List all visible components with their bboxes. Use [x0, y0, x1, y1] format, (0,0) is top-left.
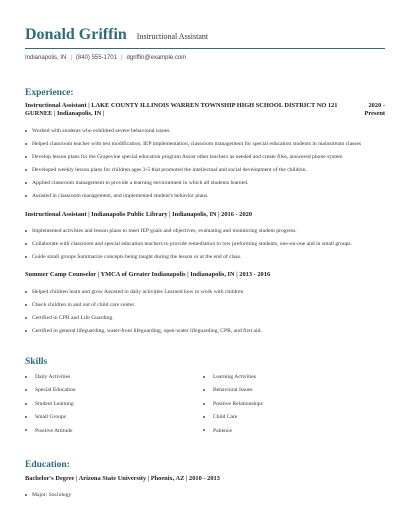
contact-email: dgriffin@example.com	[126, 55, 187, 61]
list-item: Helped classroom teacher with test modification, IEP implementation, classroom management for special education students in mainstream classes	[25, 141, 385, 154]
list-item: Check children in and out of child care center.	[25, 302, 385, 315]
job-bullets	[25, 289, 385, 341]
job-bullets	[25, 128, 385, 206]
skill-item: Small Groups	[25, 414, 195, 427]
degree-title: Bachelor's Degree | Arizona State University | Phoenix, AZ | 2010 - 2013	[25, 475, 220, 482]
education-heading: Education:	[25, 460, 70, 470]
skill-item: Behavioral Issues	[203, 387, 383, 400]
candidate-title: Instructional Assistant	[136, 32, 209, 41]
skill-item: Student Learning	[25, 401, 195, 414]
list-item: Developed weekly lesson plans for children ages 3-5 that promoted the intellectual and social development of the children.	[25, 167, 385, 180]
list-item: Major: Sociology	[25, 492, 385, 505]
list-item: Guide small groups Summarize concepts being taught during the lesson or at the end of class.	[25, 254, 385, 267]
contact-separator: |	[70, 55, 72, 61]
job-title: Summer Camp Counselor | YMCA of Greater Indianapolis | Indianapolis, IN | 2013 - 2016	[25, 271, 271, 278]
list-item: Helped children learn and grow Assisted in daily activities Learned how to work with children	[25, 289, 385, 302]
job-header	[25, 211, 385, 219]
list-item: Certified in general lifeguarding, water-front lifeguarding, open-water lifeguarding, CPR, and first aid.	[25, 328, 385, 341]
job-title: Instructional Assistant | LAKE COUNTY ILLINOIS WARREN TOWNSHIP HIGH SCHOOL DISTRICT NO 121 GURNEE | Indianapolis, IN |	[25, 102, 338, 117]
skill-item: Patience	[203, 428, 383, 441]
experience-heading: Experience:	[25, 88, 74, 98]
contact-location: Indianapolis, IN	[25, 55, 67, 61]
contact-separator: |	[120, 55, 123, 61]
list-item: Implemented activities and lesson plans to meet IEP goals and objectives, evaluating and monitoring student progress.	[25, 228, 385, 241]
job-title: Instructional Assistant | Indianapolis Public Library | Indianapolis, IN | 2016 - 2020	[25, 211, 253, 218]
skills-list-right	[203, 374, 383, 441]
list-item: Certified in CPR and Life Guarding.	[25, 315, 385, 328]
skill-item: Daily Activities	[25, 374, 195, 387]
skills-heading: Skills	[25, 357, 48, 367]
resume-header	[25, 26, 385, 44]
job-date: 2020 - Present	[364, 102, 385, 117]
list-item: Develop lesson plans for the Grapevine special education program Assist other teachers as needed and create files, answered phone system	[25, 154, 385, 167]
contact-line	[25, 55, 186, 61]
skill-item: Child Care	[203, 414, 383, 427]
degree-line	[25, 475, 385, 483]
list-item: Assisted in classroom management, and implemented student's behavior plans.	[25, 193, 385, 206]
list-item: Collaborate with classroom and special education teachers to provide remediation to low preforming students, one-on-one and in small groups.	[25, 241, 385, 254]
list-item: Applied classroom management to provide a learning environment in which all students learned.	[25, 180, 385, 193]
job-bullets	[25, 228, 385, 267]
skill-item: Positive Relationships	[203, 401, 383, 414]
skill-item: Special Education	[25, 387, 195, 400]
skill-item: Positive Attitude	[25, 428, 195, 441]
skills-list-left	[25, 374, 195, 441]
skill-item: Learning Activities	[203, 374, 383, 387]
education-bullets	[25, 492, 385, 505]
job-header	[25, 271, 385, 279]
candidate-name: Donald Griffin	[25, 26, 127, 43]
job-header	[25, 102, 385, 118]
contact-phone: (840) 555-1701	[75, 55, 117, 61]
list-item: Worked with students who exhibited severe behavioral issues.	[25, 128, 385, 141]
header-divider	[25, 48, 385, 49]
